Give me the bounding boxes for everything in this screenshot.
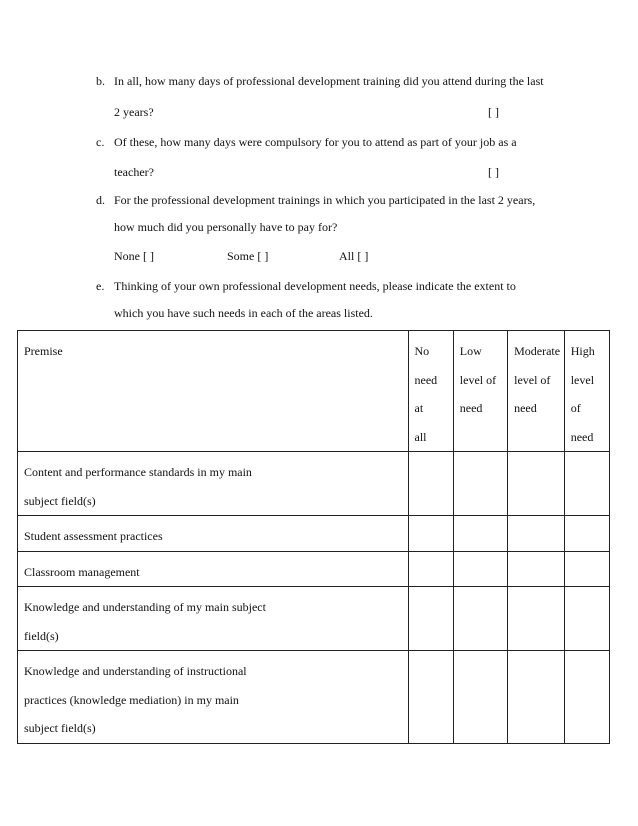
header-moderate-line: level of — [514, 372, 551, 387]
answer-cell-high[interactable] — [564, 587, 609, 651]
premise-line: Student assessment practices — [24, 529, 163, 543]
question-d-line1: For the professional development trainings in which you participated in the last 2 years, — [114, 193, 536, 207]
table-row — [18, 452, 610, 516]
question-e-letter: e. — [96, 279, 105, 293]
header-premise: Premise — [18, 331, 409, 452]
answer-cell-no-need[interactable] — [408, 452, 453, 516]
question-d-line2: how much did you personally have to pay for? — [114, 220, 338, 234]
header-low-line: need — [459, 401, 483, 415]
answer-cell-no-need[interactable] — [408, 516, 453, 552]
premise-cell — [18, 516, 409, 552]
header-moderate-line: Moderate — [514, 344, 561, 358]
answer-cell-low[interactable] — [453, 516, 507, 552]
question-c-line2: teacher? — [114, 165, 154, 179]
option-some[interactable]: Some [ ] — [227, 249, 269, 263]
premise-cell — [18, 587, 409, 651]
answer-cell-no-need[interactable] — [408, 651, 453, 744]
header-moderate-line: need — [514, 401, 537, 415]
header-no-need-line: need at — [414, 372, 438, 415]
table-row — [18, 651, 610, 744]
question-c-answer-bracket[interactable]: [ ] — [488, 165, 499, 179]
table-row — [18, 551, 610, 587]
header-high-line: level of — [570, 372, 595, 415]
header-high-line: need — [570, 429, 594, 444]
answer-cell-high[interactable] — [564, 516, 609, 552]
question-c-line1: Of these, how many days were compulsory for you to attend as part of your job as a — [114, 135, 517, 149]
premise-line: practices (knowledge mediation) in my main — [24, 692, 239, 707]
question-d-letter: d. — [96, 193, 105, 207]
question-b-letter: b. — [96, 74, 105, 88]
answer-cell-high[interactable] — [564, 651, 609, 744]
table-header-row — [18, 331, 610, 452]
question-b-answer-bracket[interactable]: [ ] — [488, 105, 499, 119]
premise-line: subject field(s) — [24, 493, 96, 508]
answer-cell-high[interactable] — [564, 551, 609, 587]
header-low-line: level of — [459, 372, 497, 387]
header-no-need-line: all — [414, 429, 427, 444]
header-moderate — [508, 331, 565, 452]
premise-line: Classroom management — [24, 564, 140, 579]
header-no-need — [408, 331, 453, 452]
answer-cell-moderate[interactable] — [508, 651, 565, 744]
answer-cell-low[interactable] — [453, 551, 507, 587]
premise-line: Content and performance standards in my main — [24, 465, 252, 479]
table-row — [18, 516, 610, 552]
premise-line: Knowledge and understanding of my main subject — [24, 600, 266, 614]
answer-cell-moderate[interactable] — [508, 452, 565, 516]
header-no-need-line: No — [414, 344, 430, 358]
premise-cell — [18, 452, 409, 516]
answer-cell-no-need[interactable] — [408, 551, 453, 587]
premise-line: field(s) — [24, 628, 59, 643]
table-row — [18, 587, 610, 651]
header-low-line: Low — [459, 344, 482, 358]
answer-cell-no-need[interactable] — [408, 587, 453, 651]
premise-cell — [18, 551, 409, 587]
question-c-letter: c. — [96, 135, 105, 149]
premise-line: Knowledge and understanding of instructional — [24, 664, 247, 678]
needs-table — [17, 330, 610, 744]
answer-cell-moderate[interactable] — [508, 516, 565, 552]
premise-line: subject field(s) — [24, 721, 96, 735]
answer-cell-high[interactable] — [564, 452, 609, 516]
option-none[interactable]: None [ ] — [114, 249, 154, 263]
answer-cell-low[interactable] — [453, 587, 507, 651]
question-b-line1: In all, how many days of professional development training did you attend during the last — [114, 74, 544, 88]
header-low — [453, 331, 507, 452]
question-b-line2: 2 years? — [114, 105, 154, 119]
premise-cell — [18, 651, 409, 744]
answer-cell-low[interactable] — [453, 452, 507, 516]
answer-cell-low[interactable] — [453, 651, 507, 744]
header-high — [564, 331, 609, 452]
question-e-line2: which you have such needs in each of the areas listed. — [114, 306, 373, 320]
question-e-line1: Thinking of your own professional development needs, please indicate the extent to — [114, 279, 516, 293]
answer-cell-moderate[interactable] — [508, 587, 565, 651]
header-high-line: High — [570, 344, 595, 358]
answer-cell-moderate[interactable] — [508, 551, 565, 587]
option-all[interactable]: All [ ] — [339, 249, 369, 263]
